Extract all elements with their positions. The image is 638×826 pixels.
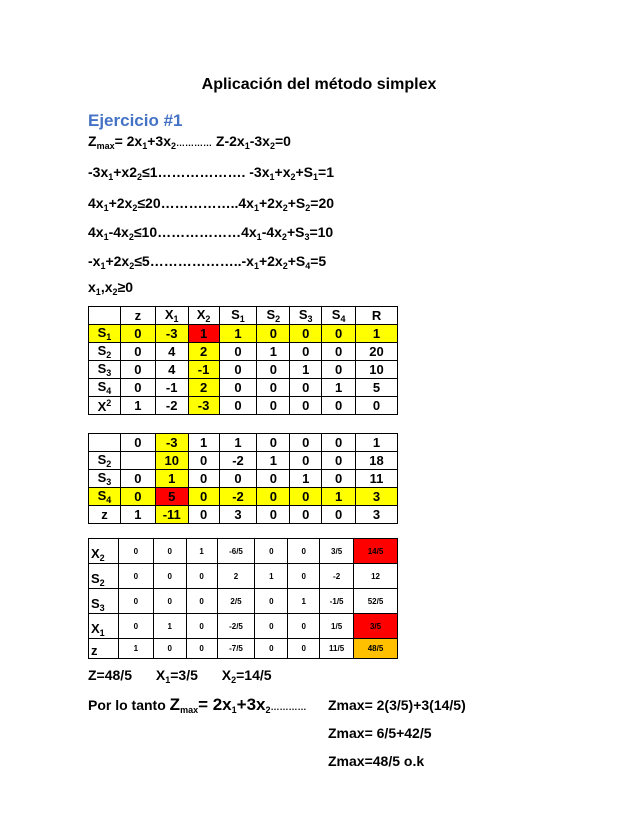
table-cell: 0	[322, 506, 356, 524]
table-cell: 3	[356, 506, 398, 524]
table-cell: 0	[120, 343, 155, 361]
table-cell: 0	[186, 639, 217, 659]
table-cell: 1	[219, 434, 257, 452]
simplex-table-2	[88, 433, 398, 524]
row-label: $S_3$	[89, 361, 121, 379]
table-cell: -2	[219, 452, 257, 470]
row-label: $X_2$	[89, 539, 119, 564]
table-row	[89, 361, 398, 379]
table-cell: 0	[219, 379, 257, 397]
table-cell: -3	[155, 325, 188, 343]
row-label: $S_3$	[89, 589, 119, 614]
header-cell: z	[120, 307, 155, 325]
table-cell: 2	[217, 564, 255, 589]
table-cell: -11	[155, 506, 188, 524]
pivot-cell: 5	[155, 488, 188, 506]
table-cell: 0	[118, 564, 153, 589]
table-cell: 0	[288, 564, 320, 589]
table-cell: 0	[257, 434, 290, 452]
table-cell: 0	[118, 589, 153, 614]
table-cell: 0	[219, 343, 257, 361]
table-row	[89, 488, 398, 506]
row-label: $X_1$	[89, 614, 119, 639]
table-cell: 1	[118, 639, 153, 659]
table-row	[89, 589, 398, 614]
table-cell: -2/5	[217, 614, 255, 639]
table-cell: 1	[120, 506, 155, 524]
result-line-3: Zmax=48/5 o.k	[328, 753, 425, 769]
table-cell: 0	[120, 488, 155, 506]
table-row	[89, 470, 398, 488]
table-cell: 0	[322, 470, 356, 488]
table-header	[89, 307, 398, 325]
table-cell: 1	[290, 361, 322, 379]
page-title: Aplicación del método simplex	[201, 76, 437, 93]
table-cell: 0	[322, 325, 356, 343]
table-cell: 1	[186, 539, 217, 564]
table-cell: 0	[288, 639, 320, 659]
table-cell: 0	[120, 434, 155, 452]
table-cell: 0	[322, 343, 356, 361]
table-cell: 0	[120, 325, 155, 343]
table-cell: 0	[219, 361, 257, 379]
table-row	[89, 614, 398, 639]
table-cell: 0	[257, 361, 290, 379]
table-cell: 0	[257, 379, 290, 397]
table-cell: 0	[290, 452, 322, 470]
table-cell: 0	[322, 361, 356, 379]
table-cell: 0	[186, 614, 217, 639]
table-cell: 11/5	[320, 639, 354, 659]
table-cell: 0	[322, 452, 356, 470]
table-cell: 2/5	[217, 589, 255, 614]
table-cell: 1	[290, 470, 322, 488]
row-label: z	[89, 506, 121, 524]
table-cell: 0	[356, 397, 398, 415]
row-label	[89, 434, 121, 452]
table-cell: -2	[155, 397, 188, 415]
table-cell: 0	[118, 539, 153, 564]
table-row	[89, 452, 398, 470]
table-cell: 3	[356, 488, 398, 506]
table-cell: 0	[188, 506, 219, 524]
solution-z: Z=48/5	[88, 667, 132, 683]
pivot-cell: 1	[188, 325, 219, 343]
table-row	[89, 434, 398, 452]
table-cell: 1	[153, 614, 186, 639]
table-row	[89, 639, 398, 659]
table-cell: 0	[290, 506, 322, 524]
table-row	[89, 325, 398, 343]
table-cell: 1	[322, 488, 356, 506]
table-cell: 0	[257, 397, 290, 415]
non-negativity: $x_1,x_2\ge 0$	[88, 279, 133, 297]
table-cell: -1	[188, 361, 219, 379]
table-cell: 0	[120, 361, 155, 379]
table-cell: 0	[153, 564, 186, 589]
table-cell: 1/5	[320, 614, 354, 639]
table-cell: 10	[155, 452, 188, 470]
table-cell: 3/5	[354, 614, 398, 639]
table-cell: 0	[322, 434, 356, 452]
table-cell: 0	[120, 470, 155, 488]
constraint-4: $-x_1+2x_2\le 5\dots\dots\dots\dots\dots\dots..-x_1+2x_2+S_4=5$	[88, 253, 327, 271]
table-cell: 3/5	[320, 539, 354, 564]
row-label: $S_2$	[89, 343, 121, 361]
row-label: $S_2$	[89, 452, 121, 470]
table-cell: -1/5	[320, 589, 354, 614]
table-cell: 0	[288, 539, 320, 564]
table-cell: 0	[290, 397, 322, 415]
table-cell: 0	[255, 614, 288, 639]
table-cell: 0	[153, 589, 186, 614]
row-label: $S_3$	[89, 470, 121, 488]
table-cell: 0	[255, 539, 288, 564]
table-cell: 1	[356, 434, 398, 452]
table-cell: 11	[356, 470, 398, 488]
header-cell: $X_2$	[188, 307, 219, 325]
table-cell: 5	[356, 379, 398, 397]
table-row	[89, 564, 398, 589]
table-cell: 20	[356, 343, 398, 361]
table-cell: 0	[255, 639, 288, 659]
simplex-table-3	[88, 538, 398, 659]
table-row	[89, 506, 398, 524]
row-label: z	[89, 639, 119, 659]
table-cell: 0	[290, 325, 322, 343]
table-cell: 0	[188, 452, 219, 470]
table-cell: 0	[290, 434, 322, 452]
table-cell: 0	[153, 539, 186, 564]
table-cell: 4	[155, 361, 188, 379]
table-cell: 48/5	[354, 639, 398, 659]
table-cell: 0	[219, 397, 257, 415]
row-label: $S_4$	[89, 488, 121, 506]
solution-line: Z=48/5 $X_1=3/5$ $X_2=14/5$	[88, 667, 272, 685]
table-cell: -1	[155, 379, 188, 397]
objective-function: $Z_{max}=$ $2x_1+3x_2\dots\dots\dots\dots$ $Z-2x_1-3x_2=0$	[88, 133, 291, 151]
row-label: $X^2$	[89, 397, 121, 415]
table-cell: 14/5	[354, 539, 398, 564]
row-label: $S_2$	[89, 564, 119, 589]
table-cell: 10	[356, 361, 398, 379]
header-cell: $S_1$	[219, 307, 257, 325]
result-line-1: Zmax= 2(3/5)+3(14/5)	[328, 697, 466, 713]
table-cell: 1	[356, 325, 398, 343]
table-cell: 0	[120, 379, 155, 397]
table-cell: 1	[188, 434, 219, 452]
table-cell: 0	[288, 614, 320, 639]
table-row	[89, 343, 398, 361]
table-cell	[120, 452, 155, 470]
table-cell: 0	[290, 343, 322, 361]
header-cell: $S_4$	[322, 307, 356, 325]
table-cell: 1	[288, 589, 320, 614]
table-row	[89, 539, 398, 564]
table-cell: 1	[257, 452, 290, 470]
table-cell: 0	[290, 379, 322, 397]
conclusion-line: Por lo tanto $Z_{max}=$ $2x_1+3x_2\dots\dots\dots\dots$	[88, 695, 307, 715]
table-cell: 0	[257, 470, 290, 488]
simplex-table-1	[88, 306, 398, 415]
table-cell: 4	[155, 343, 188, 361]
table-cell: 0	[255, 589, 288, 614]
table-cell: 1	[155, 470, 188, 488]
constraint-2: $4x_1+2x_2\le 20\dots\dots\dots\dots\dots..4x_1+2x_2+S_2=20$	[88, 195, 335, 213]
table-cell: 0	[186, 564, 217, 589]
table-cell: 2	[188, 379, 219, 397]
table-cell: -2	[219, 488, 257, 506]
table-cell: 52/5	[354, 589, 398, 614]
table-cell: 0	[153, 639, 186, 659]
table-cell: -2	[320, 564, 354, 589]
table-cell: 1	[322, 379, 356, 397]
constraint-3: $4x_1-4x_2\le 10\dots\dots\dots\dots\dots\dots 4x_1-4x_2+S_3=10$	[88, 224, 334, 242]
row-label: $S_4$	[89, 379, 121, 397]
table-cell: 18	[356, 452, 398, 470]
header-cell: $S_3$	[290, 307, 322, 325]
constraint-1: $-3x_1+x2_2\le 1\dots\dots\dots\dots\dots\dots$. $-3x_1+x_2+S_1=1$	[88, 164, 334, 182]
table-cell: 0	[257, 506, 290, 524]
table-cell: 2	[188, 343, 219, 361]
table-cell: -3	[155, 434, 188, 452]
table-cell: 0	[188, 470, 219, 488]
table-cell: 0	[219, 470, 257, 488]
table-cell: 1	[255, 564, 288, 589]
table-cell: 12	[354, 564, 398, 589]
header-cell	[89, 307, 121, 325]
table-cell: 3	[219, 506, 257, 524]
table-cell: -7/5	[217, 639, 255, 659]
table-cell: 0	[322, 397, 356, 415]
table-cell: 0	[188, 488, 219, 506]
table-row	[89, 397, 398, 415]
header-cell: $S_2$	[257, 307, 290, 325]
table-cell: -3	[188, 397, 219, 415]
table-cell: 1	[120, 397, 155, 415]
row-label: $S_1$	[89, 325, 121, 343]
table-cell: 0	[290, 488, 322, 506]
table-cell: 1	[257, 343, 290, 361]
table-cell: -6/5	[217, 539, 255, 564]
table-cell: 0	[257, 488, 290, 506]
header-cell: $X_1$	[155, 307, 188, 325]
table-cell: 1	[219, 325, 257, 343]
header-cell: R	[356, 307, 398, 325]
result-line-2: Zmax= 6/5+42/5	[328, 725, 432, 741]
table-cell: 0	[118, 614, 153, 639]
table-cell: 0	[257, 325, 290, 343]
table-row	[89, 379, 398, 397]
exercise-heading: Ejercicio #1	[88, 111, 183, 130]
table-cell: 0	[186, 589, 217, 614]
